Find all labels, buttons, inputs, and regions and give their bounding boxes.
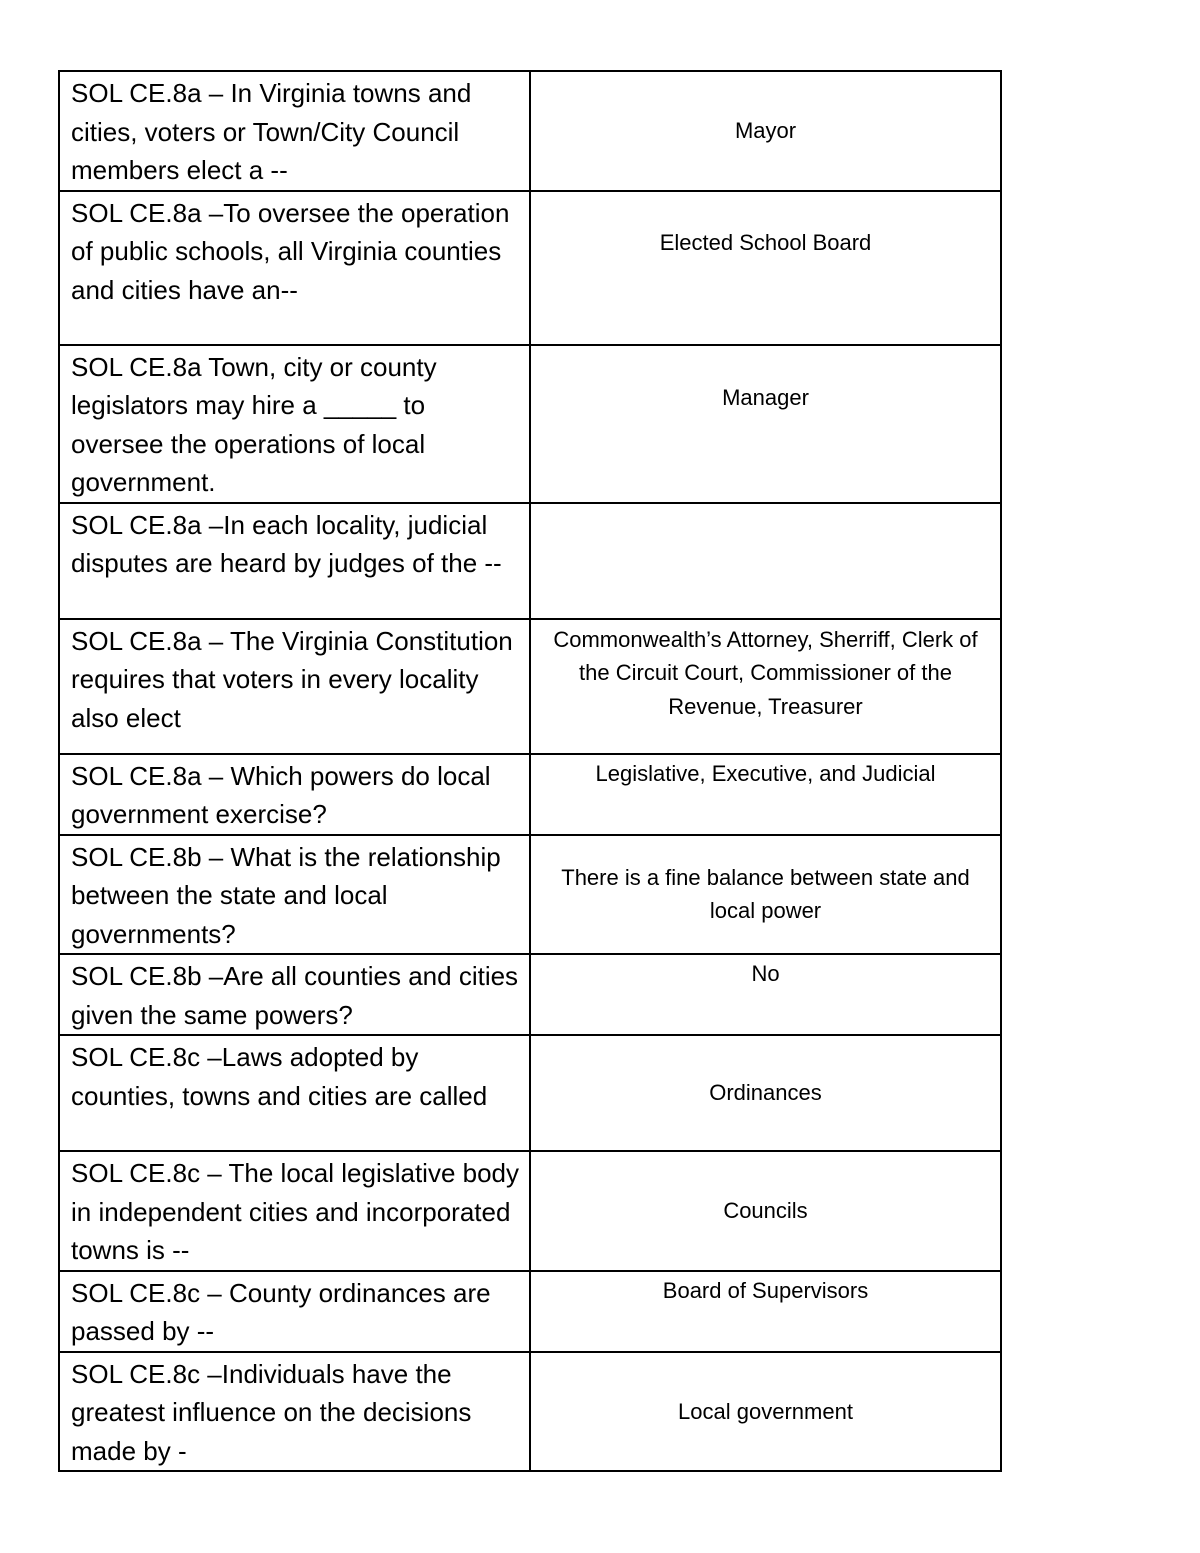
answer-cell: Elected School Board <box>530 191 1001 345</box>
table-row <box>59 191 1001 345</box>
answer-cell: Commonwealth’s Attorney, Sherriff, Clerk of the Circuit Court, Commissioner of the Revenue, Treasurer <box>530 619 1001 754</box>
answer-cell: Councils <box>530 1151 1001 1271</box>
question-cell: SOL CE.8b –Are all counties and cities given the same powers? <box>59 954 530 1035</box>
question-cell: SOL CE.8c – The local legislative body in independent cities and incorporated towns is -- <box>59 1151 530 1271</box>
question-cell: SOL CE.8c – County ordinances are passed by -- <box>59 1271 530 1352</box>
table-row <box>59 954 1001 1035</box>
question-cell: SOL CE.8c –Laws adopted by counties, towns and cities are called <box>59 1035 530 1151</box>
question-cell: SOL CE.8a – In Virginia towns and cities, voters or Town/City Council members elect a -- <box>59 71 530 191</box>
table-row <box>59 1352 1001 1472</box>
answer-cell <box>530 503 1001 619</box>
answer-cell: Manager <box>530 345 1001 503</box>
answer-cell: Local government <box>530 1352 1001 1472</box>
table-row <box>59 345 1001 503</box>
table-row <box>59 71 1001 191</box>
table-row <box>59 619 1001 754</box>
answer-cell: Board of Supervisors <box>530 1271 1001 1352</box>
answer-cell: Mayor <box>530 71 1001 191</box>
table-row <box>59 1035 1001 1151</box>
table-row <box>59 835 1001 955</box>
question-cell: SOL CE.8c –Individuals have the greatest influence on the decisions made by - <box>59 1352 530 1472</box>
answer-cell: No <box>530 954 1001 1035</box>
table-row <box>59 1271 1001 1352</box>
question-cell: SOL CE.8a – Which powers do local government exercise? <box>59 754 530 835</box>
question-cell: SOL CE.8a Town, city or county legislators may hire a _____ to oversee the operations of local government. <box>59 345 530 503</box>
answer-cell: There is a fine balance between state and local power <box>530 835 1001 955</box>
question-cell: SOL CE.8b – What is the relationship between the state and local governments? <box>59 835 530 955</box>
question-cell: SOL CE.8a –In each locality, judicial disputes are heard by judges of the -- <box>59 503 530 619</box>
table-row <box>59 503 1001 619</box>
answer-cell: Ordinances <box>530 1035 1001 1151</box>
table-row <box>59 1151 1001 1271</box>
table-row <box>59 754 1001 835</box>
answer-cell: Legislative, Executive, and Judicial <box>530 754 1001 835</box>
question-cell: SOL CE.8a – The Virginia Constitution requires that voters in every locality also elect <box>59 619 530 754</box>
question-cell: SOL CE.8a –To oversee the operation of public schools, all Virginia counties and cities have an-- <box>59 191 530 345</box>
flashcard-table <box>58 70 1002 1472</box>
